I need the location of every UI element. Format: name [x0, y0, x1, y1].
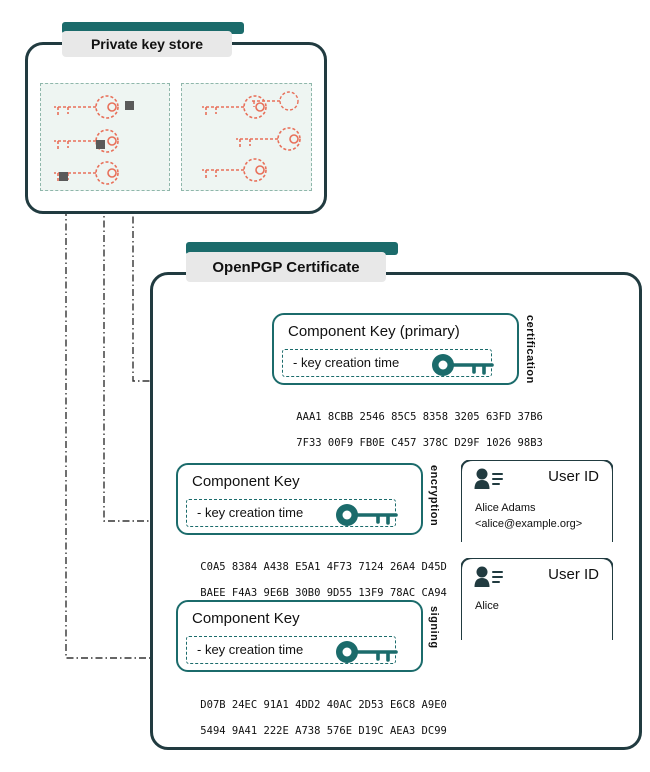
fingerprint-line-2: 5494 9A41 222E A738 576E D19C AEA3 DC99: [200, 725, 447, 737]
private-key-icon: [48, 126, 130, 156]
component-key-encryption-title: Component Key: [192, 473, 300, 490]
openpgp-certificate-title: OpenPGP Certificate: [186, 252, 386, 282]
component-key-encryption-usage-label: encryption: [428, 465, 440, 527]
component-key-signing-creation-label: - key creation time: [197, 642, 304, 657]
private-key-icon: [48, 92, 130, 122]
component-key-primary-creation-label: - key creation time: [293, 355, 400, 370]
private-key-icon: [230, 124, 312, 154]
fingerprint-line-1: AAA1 8CBB 2546 85C5 8358 3205 63FD 37B6: [296, 411, 543, 423]
user-id-card-1: [461, 460, 613, 542]
person-icon: [473, 566, 503, 588]
private-key-icon: [196, 155, 278, 185]
key-marker: [59, 172, 68, 181]
user-id-title-1: User ID: [548, 468, 599, 485]
component-key-primary-usage-label: certification: [524, 315, 536, 384]
user-id-name-2: Alice: [475, 600, 499, 612]
key-icon: [334, 502, 400, 528]
key-icon: [334, 639, 400, 665]
user-id-title-2: User ID: [548, 566, 599, 583]
component-key-primary-title: Component Key (primary): [288, 323, 460, 340]
fingerprint-line-2: BAEE F4A3 9E6B 30B0 9D55 13F9 78AC CA94: [200, 587, 447, 599]
private-key-store-title: Private key store: [62, 31, 232, 57]
key-marker: [125, 101, 134, 110]
component-key-signing-usage-label: signing: [428, 606, 440, 649]
component-key-primary-fingerprint: [271, 398, 543, 463]
fingerprint-line-1: D07B 24EC 91A1 4DD2 40AC 2D53 E6C8 A9E0: [200, 699, 447, 711]
component-key-encryption-creation-label: - key creation time: [197, 505, 304, 520]
fingerprint-line-1: C0A5 8384 A438 E5A1 4F73 7124 26A4 D45D: [200, 561, 447, 573]
fingerprint-line-2: 7F33 00F9 FB0E C457 378C D29F 1026 98B3: [296, 437, 543, 449]
key-icon: [430, 352, 496, 378]
component-key-signing-title: Component Key: [192, 610, 300, 627]
component-key-signing-fingerprint: [175, 686, 447, 751]
user-id-name-1: Alice Adams: [475, 502, 536, 514]
private-key-icon: [244, 88, 308, 114]
person-icon: [473, 468, 503, 490]
key-marker: [96, 140, 105, 149]
user-id-card-2: [461, 558, 613, 640]
user-id-email-1: <alice@example.org>: [475, 518, 583, 530]
